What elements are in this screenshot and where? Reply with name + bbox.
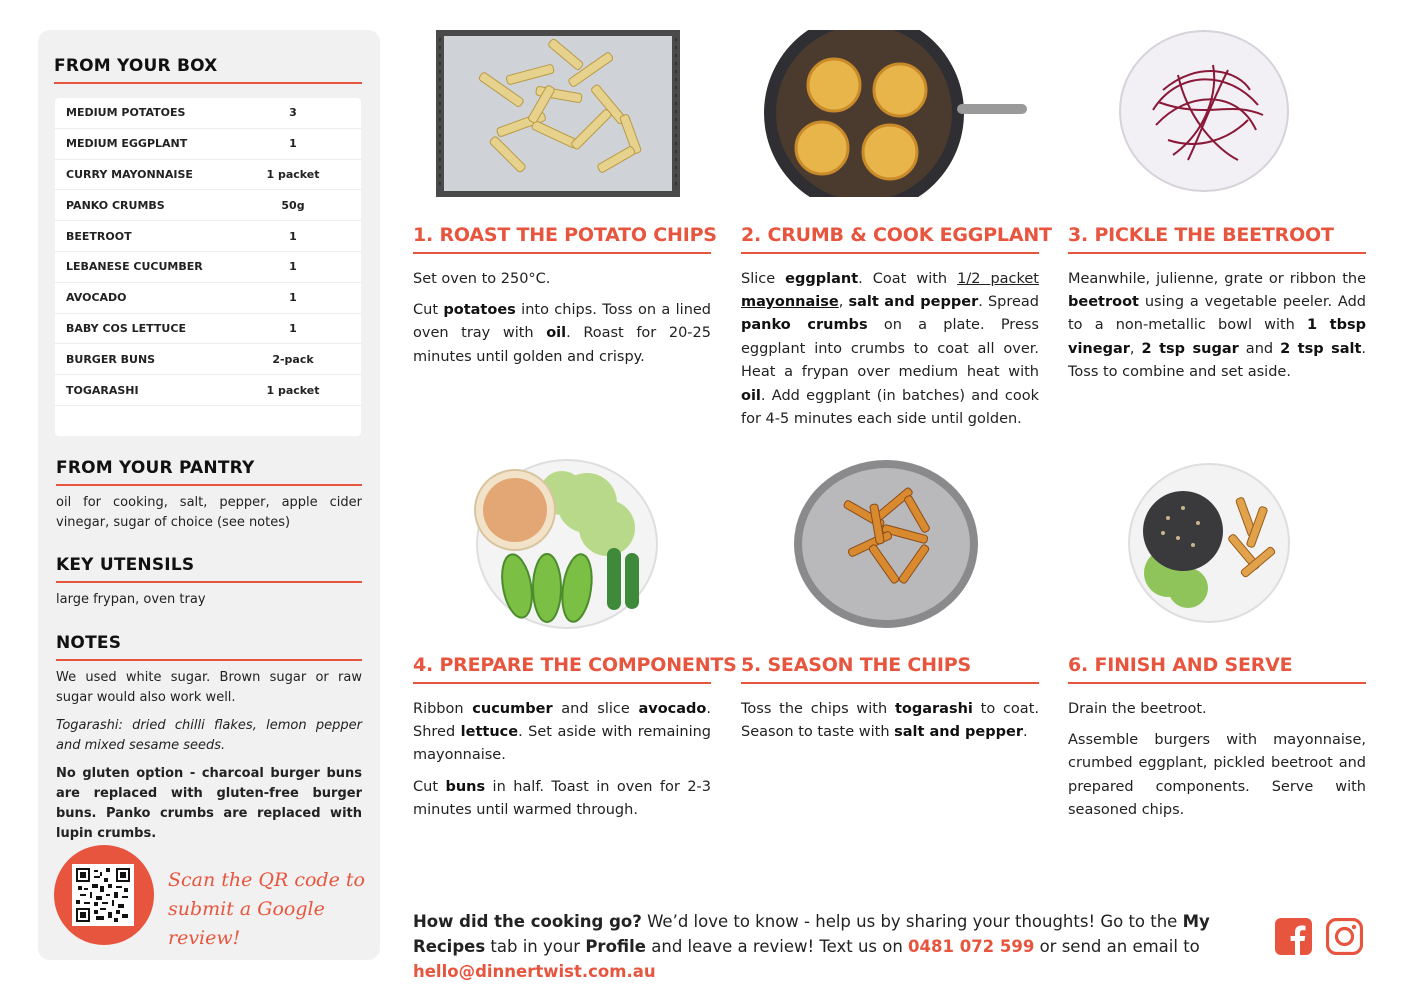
table-row [55,129,361,160]
divider [54,82,362,84]
ingredient-name: BEETROOT [66,229,132,243]
ingredient-qty: 1 [289,321,297,335]
table-row [55,283,361,314]
step-3-text: Meanwhile, julienne, grate or ribbon the beetroot using a vegetable peeler. Add to a non-metallic bowl with 1 tbsp vinegar, 2 tsp sugar and 2 tsp salt. Toss to combine and set aside. [1068,270,1367,381]
ingredient-qty: 1 [289,229,297,243]
ingredient-qty: 1 packet [266,383,320,397]
step-1 [413,224,717,377]
step-1-title: 1. ROAST THE POTATO CHIPS [413,224,717,246]
step-2-text: Slice eggplant. Coat with 1/2 packet mayonnaise, salt and pepper. Spread panko crumbs on a plate. Press eggplant into crumbs to coat all over. Heat a frypan over medium heat with oil. Add eggplant (in batches) and cook for 4-5 minutes each side until golden. [741,270,1040,427]
components-plate-photo [467,458,661,630]
table-row [55,221,361,252]
divider [413,682,711,684]
sidebar [38,30,380,960]
ingredients-table [55,98,361,436]
divider [741,682,1039,684]
ingredient-name: MEDIUM EGGPLANT [66,137,188,151]
step-5-title: 5. SEASON THE CHIPS [741,654,971,676]
table-row [55,252,361,283]
feedback-footer: How did the cooking go? We’d love to know - help us by sharing your thoughts! Go to the My Recipes tab in your Profile and leave a review! Text us on 0481 072 599 or send an email to hello@dinnertwist.com.au [413,912,1210,981]
table-row [55,375,361,406]
table-row [55,314,361,345]
notes-gluten: No gluten option - charcoal burger buns are replaced with gluten-free burger buns. Panko crumbs are replaced with lupin crumbs. [56,765,362,841]
ingredient-name: LEBANESE CUCUMBER [66,260,203,274]
utensils-title: KEY UTENSILS [56,555,195,575]
my-recipes-link: My Recipes [413,912,1210,956]
divider [56,581,362,583]
step-6-text-2: Assemble burgers with mayonnaise, crumbed eggplant, pickled beetroot and prepared components. Serve with seasoned chips. [1068,731,1366,819]
step-2-title: 2. CRUMB & COOK EGGPLANT [741,224,1052,246]
ingredient-qty: 50g [281,198,305,212]
step-1-text-1: Set oven to 250°C. [413,270,551,287]
pantry-title: FROM YOUR PANTRY [56,458,255,478]
feedback-question: How did the cooking go? [413,912,642,931]
step-6-title: 6. FINISH AND SERVE [1068,654,1293,676]
ingredient-qty: 1 packet [266,167,320,181]
ingredient-name: MEDIUM POTATOES [66,106,186,120]
instagram-icon[interactable] [1326,918,1363,955]
ingredient-qty: 1 [289,137,297,151]
ingredient-name: PANKO CRUMBS [66,198,165,212]
step-2 [741,224,1052,439]
step-6-text-1: Drain the beetroot. [1068,700,1207,717]
facebook-icon[interactable] [1275,918,1312,955]
ingredient-qty: 3 [289,106,297,120]
potato-chips-tray-photo [436,30,680,197]
utensils-section [56,555,362,610]
ingredient-qty: 1 [289,291,297,305]
step-4-text-1: Ribbon cucumber and slice avocado. Shred lettuce. Set aside with remaining mayonnaise. [413,700,711,764]
ingredient-name: TOGARASHI [66,383,139,397]
divider [1068,252,1366,254]
table-row [55,344,361,375]
step-4-text-2: Cut buns in half. Toast in oven for 2-3 minutes until warmed through. [413,778,711,819]
email-link[interactable]: hello@dinnertwist.com.au [413,962,656,981]
divider [56,484,362,486]
ingredient-name: AVOCADO [66,291,127,305]
profile-link: Profile [585,937,646,956]
qr-code[interactable] [72,864,134,926]
divider [741,252,1039,254]
step-1-text-2: Cut potatoes into chips. Toss on a lined oven tray with oil. Roast for 20-25 minutes until golden and crispy. [413,301,712,365]
scan-line-1: Scan the QR code to [168,869,365,891]
step-4-title: 4. PREPARE THE COMPONENTS [413,654,737,676]
ingredient-name: BABY COS LETTUCE [66,321,186,335]
pantry-section [56,458,362,533]
pickled-beetroot-bowl-photo [1118,30,1290,193]
eggplant-frypan-photo [762,30,1030,197]
qr-code-icon [76,868,130,922]
ingredient-qty: 1 [289,260,297,274]
divider [56,659,362,661]
divider [1068,682,1366,684]
table-row [55,190,361,221]
pantry-text: oil for cooking, salt, pepper, apple cider vinegar, sugar of choice (see notes) [56,494,362,530]
ingredient-name: BURGER BUNS [66,352,156,366]
phone-link[interactable]: 0481 072 599 [908,937,1035,956]
seasoned-chips-bowl-photo [792,460,980,628]
notes-title: NOTES [56,633,122,653]
scan-line-2: submit a Google review! [168,898,325,949]
scan-qr-text [168,866,380,953]
notes-section [56,633,362,844]
table-row [55,98,361,129]
ingredient-name: CURRY MAYONNAISE [66,167,193,181]
step-4 [413,654,737,831]
qr-badge[interactable] [54,845,154,945]
box-title: FROM YOUR BOX [54,56,218,76]
step-6 [1068,654,1366,831]
notes-text: We used white sugar. Brown sugar or raw sugar would also work well. [56,669,362,705]
utensils-text: large frypan, oven tray [56,591,206,607]
burger-plate-photo [1128,463,1290,623]
ingredient-qty: 2-pack [272,352,314,366]
divider [413,252,711,254]
step-3-title: 3. PICKLE THE BEETROOT [1068,224,1334,246]
step-5-text: Toss the chips with togarashi to coat. Season to taste with salt and pepper. [741,700,1039,740]
notes-togarashi: Togarashi: dried chilli flakes, lemon pepper and mixed sesame seeds. [56,717,362,753]
step-3 [1068,224,1366,393]
step-5 [741,654,1039,752]
table-row [55,160,361,191]
